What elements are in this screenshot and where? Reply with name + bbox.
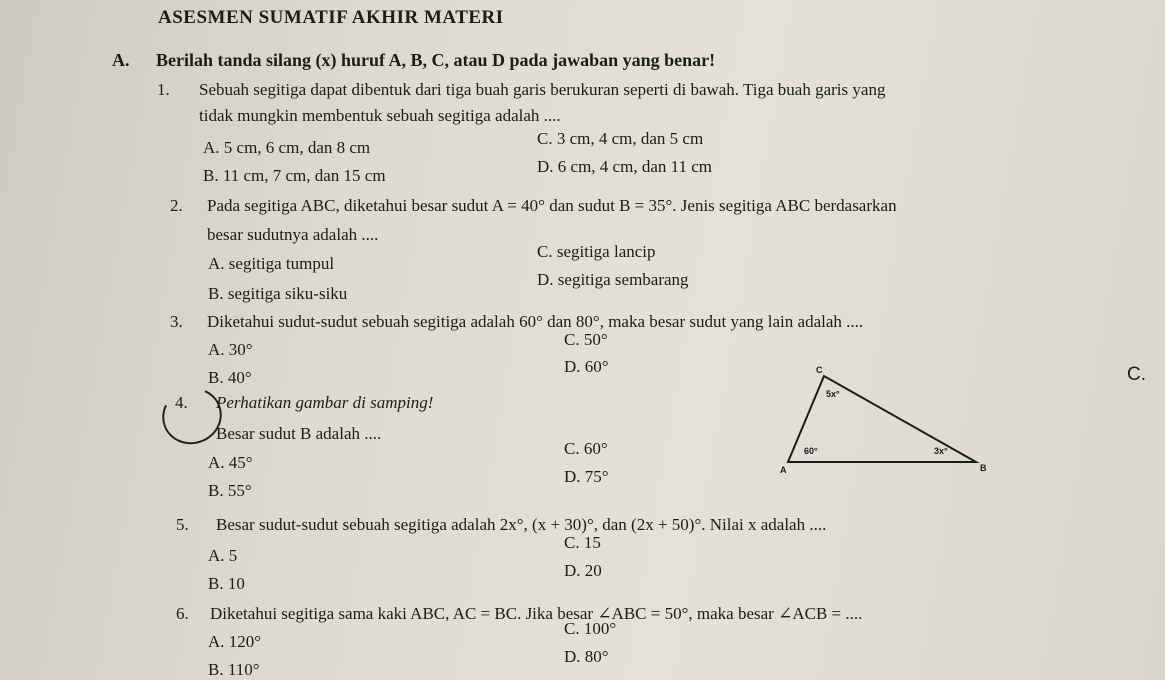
angle-a-label: 60° xyxy=(804,446,818,456)
q2-text-line2: besar sudutnya adalah .... xyxy=(207,225,379,244)
angle-c-label: 5x° xyxy=(826,389,840,399)
q5-number: 5. xyxy=(176,515,189,534)
q4-text-line2: Besar sudut B adalah .... xyxy=(216,424,382,443)
q4-number: 4. xyxy=(175,393,188,412)
vertex-b-label: B xyxy=(980,463,987,473)
q2-number: 2. xyxy=(170,196,183,215)
q3-option-b[interactable]: B. 40° xyxy=(208,368,252,387)
q5-text-line1: Besar sudut-sudut sebuah segitiga adalah 2x°, (x + 30)°, dan (2x + 50)°. Nilai x adalah .... xyxy=(216,515,827,534)
q3-number: 3. xyxy=(170,312,183,331)
q1-number: 1. xyxy=(157,80,170,99)
q6-option-d[interactable]: D. 80° xyxy=(564,647,609,666)
triangle-figure xyxy=(776,362,996,474)
q1-text-line2: tidak mungkin membentuk sebuah segitiga adalah .... xyxy=(199,106,561,125)
page-title: ASESMEN SUMATIF AKHIR MATERI xyxy=(158,7,504,28)
q6-text-line1: Diketahui segitiga sama kaki ABC, AC = BC. Jika besar ∠ABC = 50°, maka besar ∠ACB = .... xyxy=(210,604,863,623)
q1-option-d[interactable]: D. 6 cm, 4 cm, dan 11 cm xyxy=(537,157,712,176)
q6-option-c[interactable]: C. 100° xyxy=(564,619,617,638)
q3-option-d[interactable]: D. 60° xyxy=(564,357,609,376)
section-letter: A. xyxy=(112,50,130,70)
q2-option-b[interactable]: B. segitiga siku-siku xyxy=(208,284,348,303)
side-answer-mark: C. xyxy=(1127,364,1146,385)
q1-text-line1: Sebuah segitiga dapat dibentuk dari tiga buah garis berukuran seperti di bawah. Tiga buah garis yang xyxy=(199,80,886,99)
q4-option-b[interactable]: B. 55° xyxy=(208,481,252,500)
q6-option-a[interactable]: A. 120° xyxy=(208,632,262,651)
q1-option-c[interactable]: C. 3 cm, 4 cm, dan 5 cm xyxy=(537,129,704,148)
vertex-a-label: A xyxy=(780,465,787,474)
q5-option-a[interactable]: A. 5 xyxy=(208,546,238,565)
q4-option-d[interactable]: D. 75° xyxy=(564,467,609,486)
q5-option-d[interactable]: D. 20 xyxy=(564,561,602,580)
section-instruction: Berilah tanda silang (x) huruf A, B, C, atau D pada jawaban yang benar! xyxy=(156,50,716,70)
q6-option-b[interactable]: B. 110° xyxy=(208,660,260,679)
q5-option-c[interactable]: C. 15 xyxy=(564,533,601,552)
q3-text-line1: Diketahui sudut-sudut sebuah segitiga adalah 60° dan 80°, maka besar sudut yang lain adalah .... xyxy=(207,312,864,331)
vertex-c-label: C xyxy=(816,365,823,375)
angle-b-label: 3x° xyxy=(934,446,948,456)
q3-option-c[interactable]: C. 50° xyxy=(564,330,608,349)
q4-option-c[interactable]: C. 60° xyxy=(564,439,608,458)
q2-option-c[interactable]: C. segitiga lancip xyxy=(537,242,656,261)
q5-option-b[interactable]: B. 10 xyxy=(208,574,245,593)
q1-option-b[interactable]: B. 11 cm, 7 cm, dan 15 cm xyxy=(203,166,386,185)
q2-option-a[interactable]: A. segitiga tumpul xyxy=(208,254,335,273)
q6-number: 6. xyxy=(176,604,189,623)
q3-option-a[interactable]: A. 30° xyxy=(208,340,253,359)
q4-text-line1: Perhatikan gambar di samping! xyxy=(216,393,434,412)
q2-option-d[interactable]: D. segitiga sembarang xyxy=(537,270,689,289)
q1-option-a[interactable]: A. 5 cm, 6 cm, dan 8 cm xyxy=(203,138,371,157)
q2-text-line1: Pada segitiga ABC, diketahui besar sudut A = 40° dan sudut B = 35°. Jenis segitiga ABC berdasarkan xyxy=(207,196,897,215)
q4-option-a[interactable]: A. 45° xyxy=(208,453,253,472)
